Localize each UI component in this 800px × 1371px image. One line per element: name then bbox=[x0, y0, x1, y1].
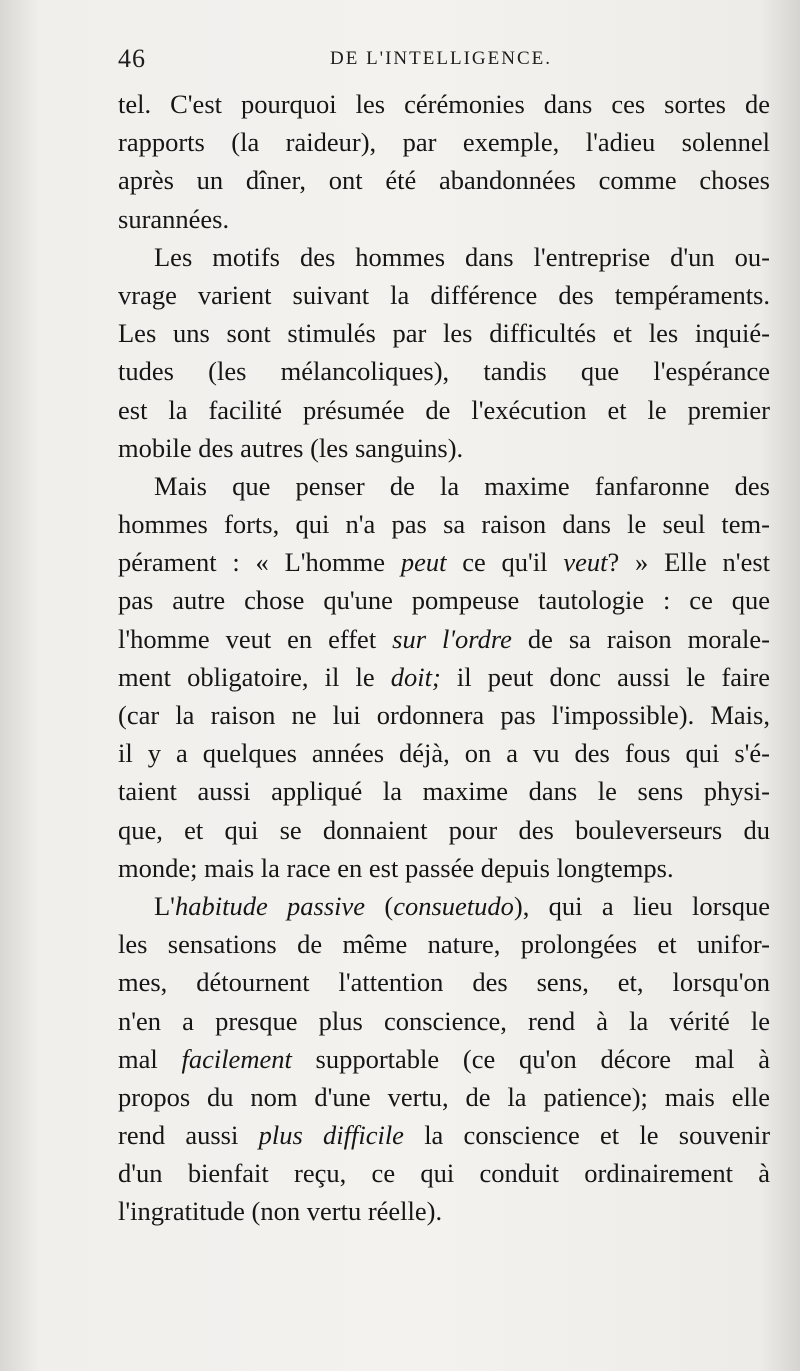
text-line: d'un bienfait reçu, ce qui conduit ordinairement à bbox=[118, 1158, 770, 1189]
text-line: pas autre chose qu'une pompeuse tautologie : ce que bbox=[118, 585, 770, 616]
text-line: rapports (la raideur), par exemple, l'adieu solennel bbox=[118, 127, 770, 158]
text-line: monde; mais la race en est passée depuis longtemps. bbox=[118, 852, 674, 883]
text-line: l'ingratitude (non vertu réelle). bbox=[118, 1196, 443, 1227]
italic-text: plus difficile bbox=[258, 1120, 404, 1151]
paragraph-first-line: L'habitude passive (consuetudo), qui a lieu lorsque bbox=[154, 890, 771, 921]
text-line: propos du nom d'une vertu, de la patience); mais elle bbox=[118, 1081, 770, 1112]
text-line: mal facilement supportable (ce qu'on décore mal à bbox=[118, 1043, 770, 1074]
italic-text: sur l'ordre bbox=[392, 623, 512, 654]
text-line: Les uns sont stimulés par les difficultés et les inquié- bbox=[118, 318, 770, 349]
text-line: que, et qui se donnaient pour des bouleverseurs du bbox=[118, 814, 770, 845]
text-line: ment obligatoire, il le doit; il peut donc aussi le faire bbox=[118, 661, 770, 692]
text-line: tudes (les mélancoliques), tandis que l'espérance bbox=[118, 356, 770, 387]
italic-text: doit; bbox=[390, 661, 441, 692]
text-line: les sensations de même nature, prolongées et unifor- bbox=[118, 929, 770, 960]
text-line: rend aussi plus difficile la conscience et le souvenir bbox=[118, 1120, 771, 1151]
italic-text: consuetudo bbox=[393, 890, 514, 921]
paragraph-first-line: Les motifs des hommes dans l'entreprise d'un ou- bbox=[154, 241, 770, 272]
italic-text: facilement bbox=[181, 1043, 292, 1074]
running-head bbox=[118, 44, 768, 80]
text-line: l'homme veut en effet sur l'ordre de sa raison morale- bbox=[118, 623, 770, 654]
running-title: DE L'INTELLIGENCE. bbox=[330, 48, 552, 69]
text-line: il y a quelques années déjà, on a vu des fous qui s'é- bbox=[118, 738, 770, 769]
text-line: (car la raison ne lui ordonnera pas l'impossible). Mais, bbox=[118, 700, 770, 730]
body-text bbox=[118, 85, 770, 1231]
text-line: après un dîner, ont été abandonnées comme choses bbox=[118, 165, 770, 196]
text-line: pérament : « L'homme peut ce qu'il veut? » Elle n'est bbox=[118, 547, 770, 578]
text-line: est la facilité présumée de l'exécution et le premier bbox=[118, 394, 770, 425]
text-line: n'en a presque plus conscience, rend à la vérité le bbox=[118, 1005, 770, 1036]
text-line: mes, détournent l'attention des sens, et, lorsqu'on bbox=[118, 967, 770, 998]
paragraph-first-line: Mais que penser de la maxime fanfaronne des bbox=[154, 470, 770, 501]
italic-text: habitude passive bbox=[174, 890, 366, 921]
italic-text: veut bbox=[563, 547, 608, 578]
text-line: tel. C'est pourquoi les cérémonies dans ces sortes de bbox=[118, 89, 770, 119]
text-line: hommes forts, qui n'a pas sa raison dans le seul tem- bbox=[118, 509, 770, 540]
text-line: taient aussi appliqué la maxime dans le sens physi- bbox=[118, 776, 770, 807]
text-line: vrage varient suivant la différence des tempéraments. bbox=[118, 279, 770, 310]
text-line: surannées. bbox=[118, 203, 230, 234]
page-number: 46 bbox=[118, 44, 146, 73]
italic-text: peut bbox=[400, 547, 447, 578]
text-line: mobile des autres (les sanguins). bbox=[118, 432, 464, 463]
